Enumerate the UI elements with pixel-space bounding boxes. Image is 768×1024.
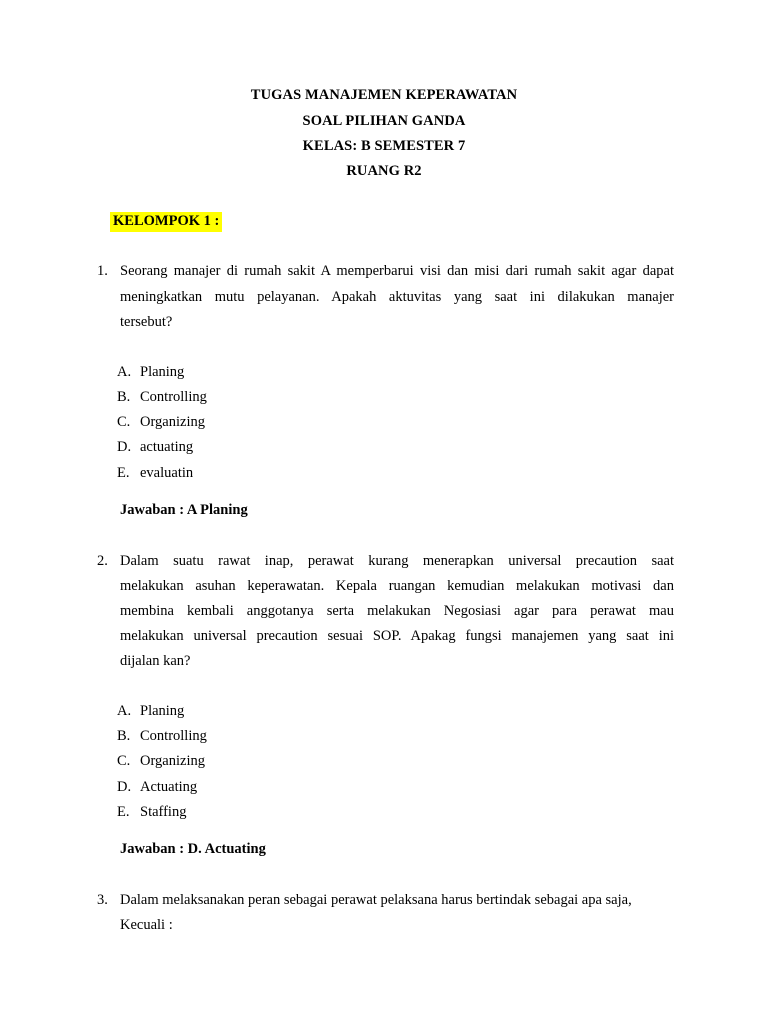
option-text: Actuating (140, 779, 198, 795)
option-letter: E. (117, 465, 130, 481)
question-text-line: dijalan kan? (120, 653, 191, 669)
option-text: Controlling (140, 728, 207, 744)
room-info: RUANG R2 (346, 163, 422, 179)
answer-key: Jawaban : D. Actuating (120, 841, 266, 857)
option-letter: D. (117, 779, 132, 795)
question-text-line: meningkatkan mutu pelayanan. Apakah aktuvitas yang saat ini dilakukan manajer (120, 289, 674, 305)
option-letter: C. (117, 414, 131, 430)
option-text: Controlling (140, 389, 207, 405)
answer-key: Jawaban : A Planing (120, 502, 248, 518)
option-text: Organizing (140, 753, 205, 769)
option-text: evaluatin (140, 465, 194, 481)
question-text-line: Kecuali : (120, 917, 173, 933)
question-text-line: Dalam suatu rawat inap, perawat kurang menerapkan universal precaution saat (120, 553, 674, 569)
document-title: TUGAS MANAJEMEN KEPERAWATAN (250, 87, 518, 103)
question-text-line: Seorang manajer di rumah sakit A memperbarui visi dan misi dari rumah sakit agar dapat (120, 263, 674, 279)
option-letter: A. (117, 703, 132, 719)
question-text-line: melakukan universal precaution sesuai SOP. Apakag fungsi manajemen yang saat ini (120, 628, 674, 644)
option-letter: B. (117, 389, 131, 405)
question-number: 2. (97, 553, 108, 569)
option-text: Staffing (140, 804, 187, 820)
option-letter: A. (117, 364, 132, 380)
option-letter: E. (117, 804, 130, 820)
option-letter: D. (117, 439, 132, 455)
option-text: actuating (140, 439, 194, 455)
document-subtitle: SOAL PILIHAN GANDA (302, 113, 466, 129)
question-text-line: Dalam melaksanakan peran sebagai perawat pelaksana harus bertindak sebagai apa saja, (120, 892, 632, 908)
option-text: Planing (140, 703, 185, 719)
group-label: KELOMPOK 1 : (110, 212, 222, 232)
option-text: Organizing (140, 414, 205, 430)
option-letter: B. (117, 728, 131, 744)
question-text-line: tersebut? (120, 314, 173, 330)
class-info: KELAS: B SEMESTER 7 (302, 138, 466, 154)
question-number: 3. (97, 892, 108, 908)
question-text-line: membina kembali anggotanya serta melakukan Negosiasi agar para perawat mau (120, 603, 674, 619)
question-text-line: melakukan asuhan keperawatan. Kepala ruangan kemudian melakukan motivasi dan (120, 578, 674, 594)
question-number: 1. (97, 263, 108, 279)
option-letter: C. (117, 753, 131, 769)
option-text: Planing (140, 364, 185, 380)
